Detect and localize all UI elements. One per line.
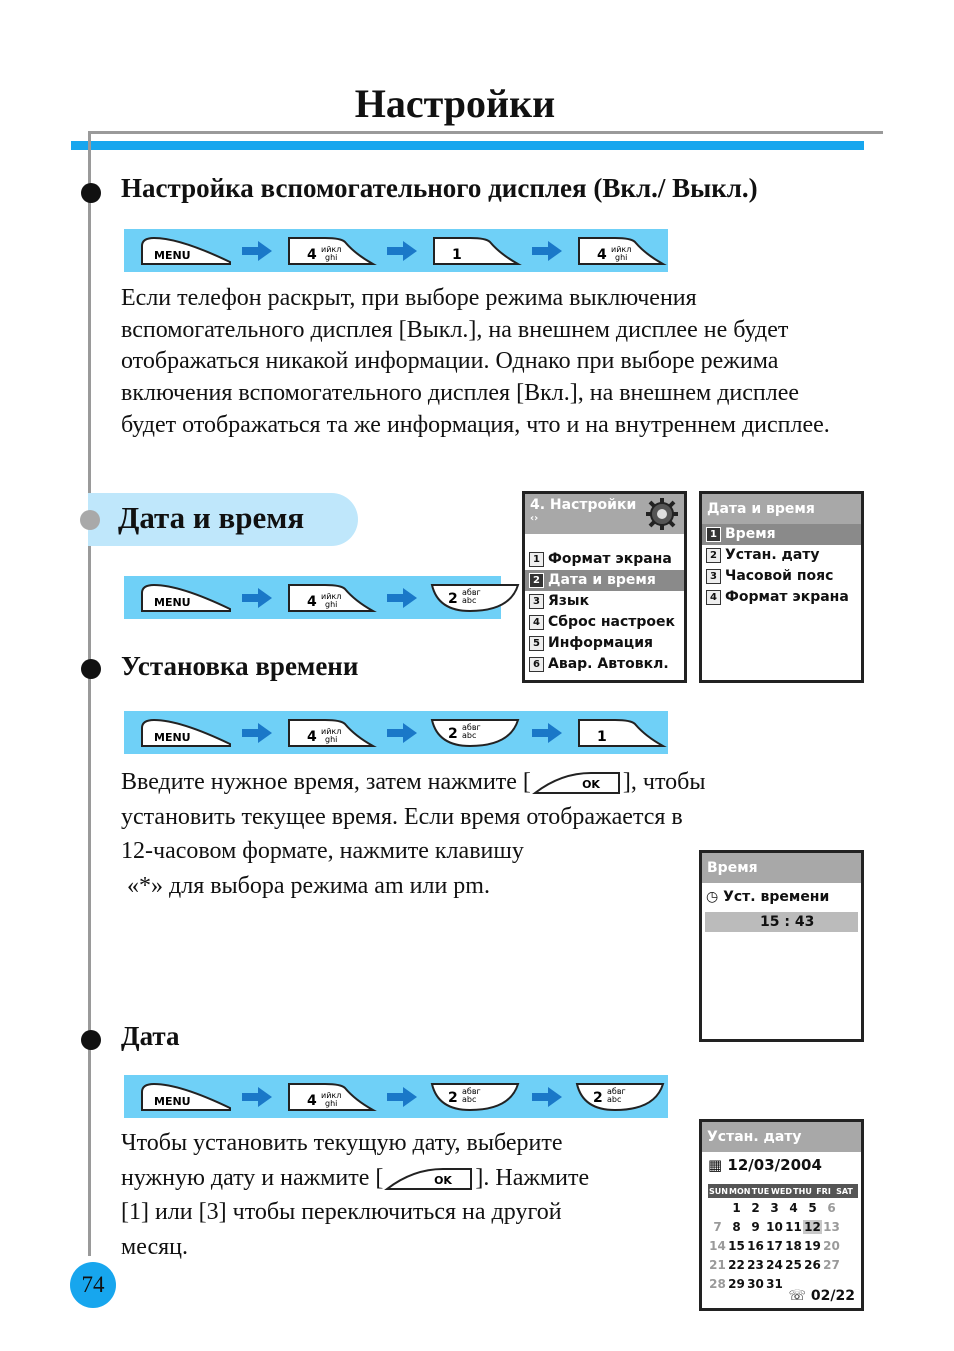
screen-title: 4. Настройки <box>530 497 637 513</box>
aux-display-text: Если телефон раскрыт, при выборе режима выключения вспомогательного дисплея [Выкл.], на внешнем дисплее не будет отображаться никакой информации. Однако при выборе режима включения вспомогательного дисплея [Вкл.], на внешнем дисплее будет отображаться та же информация, что и на внутреннем дисплее. <box>121 285 830 438</box>
arrow-right-icon <box>387 1087 417 1107</box>
set-time-text-line: установить текущее время. Если время отображается в <box>121 803 683 830</box>
key-sub-label: abc <box>462 596 477 605</box>
calendar-day[interactable]: 5 <box>808 1200 817 1215</box>
menu-item-label: Сброс настроек <box>548 614 676 630</box>
section-bullet <box>81 659 101 679</box>
title-rule-gray <box>88 131 883 134</box>
key-sub-label: абвг <box>462 723 481 732</box>
arrow-right-icon <box>242 1087 272 1107</box>
menu-item-label: Язык <box>548 593 590 609</box>
key-sequence-date-time <box>124 576 501 619</box>
calendar-day[interactable]: 18 <box>785 1238 802 1253</box>
key-main-label: 2 <box>448 726 458 742</box>
page-title: Настройки <box>354 81 556 126</box>
calendar-day[interactable]: 31 <box>766 1276 783 1291</box>
menu-item-label: Дата и время <box>548 572 656 588</box>
date-row <box>702 1152 861 1174</box>
key-main-label: 2 <box>448 591 458 607</box>
calendar-day[interactable]: 2 <box>751 1200 760 1215</box>
time-label: Уст. времени <box>723 889 830 905</box>
calendar-day[interactable]: 11 <box>785 1219 802 1234</box>
ok-key-label: OK <box>581 778 600 792</box>
calendar-day[interactable]: 16 <box>747 1238 764 1253</box>
menu-item-number: 6 <box>529 657 544 672</box>
calendar-day[interactable]: 26 <box>804 1257 821 1272</box>
key-sub-label: абвг <box>462 588 481 597</box>
title-rule-blue <box>71 141 864 150</box>
screen-title: Время <box>702 853 861 883</box>
calendar-weekday: WED <box>771 1186 792 1196</box>
menu-item-label: Авар. Автовкл. <box>548 656 669 672</box>
calendar-day[interactable]: 13 <box>823 1219 840 1234</box>
key-sub-label: ghi <box>325 600 338 609</box>
clock-icon: ◷ <box>706 889 719 905</box>
key-main-label: 2 <box>593 1090 603 1106</box>
screen-subtitle: ‹› <box>530 513 539 524</box>
calendar-weekday: TUE <box>751 1186 770 1196</box>
calendar-day[interactable]: 29 <box>728 1276 745 1291</box>
key-sub-label: абвг <box>607 1087 626 1096</box>
key-main-label: MENU <box>154 1095 191 1108</box>
key-4-icon <box>285 234 377 268</box>
ok-key-icon <box>383 1165 475 1193</box>
key-1-icon <box>575 716 667 750</box>
menu-item-label: Часовой пояс <box>725 568 834 584</box>
menu-item-number: 3 <box>706 569 721 584</box>
key-sub-label: ийкл <box>321 1091 342 1100</box>
calendar-day[interactable]: 1 <box>732 1200 741 1215</box>
menu-item-number: 3 <box>529 594 544 609</box>
calendar-day[interactable]: 8 <box>732 1219 741 1234</box>
menu-item-number: 2 <box>706 548 721 563</box>
gear-icon <box>645 497 679 531</box>
key-sub-label: ghi <box>325 1099 338 1108</box>
key-sub-label: ghi <box>615 253 628 262</box>
menu-item[interactable] <box>525 549 684 570</box>
arrow-right-icon <box>242 241 272 261</box>
menu-item[interactable] <box>525 654 684 675</box>
key-2-icon <box>430 1080 522 1114</box>
section-bullet <box>81 183 101 203</box>
calendar-icon: ▦ <box>708 1156 723 1174</box>
menu-item[interactable] <box>702 545 861 566</box>
key-menu-icon <box>140 234 232 268</box>
key-sequence-date <box>124 1075 668 1118</box>
key-main-label: 1 <box>452 247 462 263</box>
calendar-weekdays <box>708 1184 858 1198</box>
calendar-day[interactable]: 15 <box>728 1238 745 1253</box>
menu-item-number: 4 <box>706 590 721 605</box>
key-2-icon <box>575 1080 667 1114</box>
key-main-label: 4 <box>307 1093 317 1109</box>
menu-item[interactable] <box>525 633 684 654</box>
key-sub-label: abc <box>607 1095 622 1104</box>
arrow-right-icon <box>532 1087 562 1107</box>
menu-item-number: 2 <box>529 573 544 588</box>
arrow-right-icon <box>532 723 562 743</box>
aux-display-heading: Настройка вспомогательного дисплея (Вкл./ Выкл.) <box>121 173 758 203</box>
date-text-part: нужную дату и нажмите [ <box>121 1164 384 1191</box>
ok-key-icon <box>531 769 623 797</box>
calendar-weekday: FRI <box>816 1186 831 1196</box>
screen-set-date <box>699 1119 864 1311</box>
time-label-row <box>702 887 861 908</box>
page-number: 74 <box>70 1262 116 1308</box>
key-main-label: MENU <box>154 731 191 744</box>
screen-title: Дата и время <box>702 494 861 524</box>
calendar-week <box>708 1198 858 1217</box>
margin-line <box>88 131 91 1256</box>
menu-item-number: 4 <box>529 615 544 630</box>
calendar-week <box>708 1255 858 1274</box>
key-sub-label: ийкл <box>321 592 342 601</box>
date-heading: Дата <box>121 1021 180 1051</box>
key-4-icon <box>285 1080 377 1114</box>
time-value-field[interactable]: 15 : 43 <box>705 912 858 932</box>
calendar-day[interactable]: 6 <box>827 1200 836 1215</box>
arrow-right-icon <box>242 723 272 743</box>
key-4-icon <box>285 716 377 750</box>
calendar-weekday: SUN <box>709 1186 728 1196</box>
arrow-right-icon <box>532 241 562 261</box>
key-main-label: 4 <box>307 729 317 745</box>
key-sub-label: ийкл <box>321 727 342 736</box>
arrow-right-icon <box>387 241 417 261</box>
set-time-text-line: 12-часовом формате, нажмите клавишу <box>121 838 524 864</box>
screen-time <box>699 850 864 1042</box>
calendar-day[interactable]: 22 <box>728 1257 745 1272</box>
menu-item-label: Информация <box>548 635 653 651</box>
ok-key-label: OK <box>434 1173 453 1187</box>
calendar-day[interactable]: 21 <box>709 1257 726 1272</box>
phone-icon: ☏ <box>788 1288 807 1304</box>
key-sub-label: ghi <box>325 253 338 262</box>
set-time-text-part: Введите нужное время, затем нажмите [ <box>121 769 531 795</box>
date-text-line: месяц. <box>121 1233 188 1260</box>
calendar-grid <box>708 1184 858 1293</box>
key-menu-icon <box>140 716 232 750</box>
calendar-day[interactable]: 25 <box>785 1257 802 1272</box>
menu-item-label: Устан. дату <box>725 547 820 563</box>
menu-item-label: Формат экрана <box>548 551 672 567</box>
menu-item[interactable] <box>525 612 684 633</box>
calendar-day[interactable]: 27 <box>823 1257 840 1272</box>
set-time-text-line: «*» для выбора режима am или pm. <box>127 872 490 899</box>
key-main-label: 4 <box>307 247 317 263</box>
set-time-text-part: ], чтобы <box>622 769 706 795</box>
key-sub-label: ghi <box>325 735 338 744</box>
key-sequence-aux-display <box>124 229 668 272</box>
date-value: 12/03/2004 <box>727 1156 822 1174</box>
key-1-icon <box>430 234 522 268</box>
menu-item[interactable] <box>525 570 684 591</box>
arrow-right-icon <box>387 588 417 608</box>
date-text-part: ]. Нажмите <box>475 1164 590 1191</box>
set-time-heading: Установка времени <box>121 651 359 681</box>
key-4-icon <box>285 581 377 615</box>
key-sub-label: abc <box>462 1095 477 1104</box>
calendar-day[interactable]: 12 <box>804 1219 821 1234</box>
date-time-menu-list <box>702 524 861 608</box>
calendar-day[interactable]: 10 <box>766 1219 783 1234</box>
calendar-weekday: THU <box>793 1186 812 1196</box>
screen-title: Устан. дату <box>702 1122 861 1152</box>
menu-item-number: 1 <box>706 527 721 542</box>
menu-item[interactable] <box>702 587 861 608</box>
calendar-day[interactable]: 4 <box>789 1200 798 1215</box>
calendar-day[interactable]: 9 <box>751 1219 760 1234</box>
menu-item-number: 1 <box>529 552 544 567</box>
key-main-label: 4 <box>307 594 317 610</box>
calendar-day[interactable]: 24 <box>766 1257 783 1272</box>
settings-menu-list <box>525 549 684 675</box>
screen-settings-menu <box>522 491 687 683</box>
key-2-icon <box>430 581 522 615</box>
calendar-week <box>708 1236 858 1255</box>
calendar-day[interactable]: 17 <box>766 1238 783 1253</box>
calendar-weekday: MON <box>729 1186 751 1196</box>
key-main-label: 2 <box>448 1090 458 1106</box>
calendar-week <box>708 1217 858 1236</box>
calendar-day[interactable]: 20 <box>823 1238 840 1253</box>
key-sub-label: абвг <box>462 1087 481 1096</box>
menu-item[interactable] <box>525 591 684 612</box>
date-time-heading: Дата и время <box>118 500 305 535</box>
key-menu-icon <box>140 581 232 615</box>
section-bullet <box>81 1030 101 1050</box>
menu-item[interactable] <box>702 566 861 587</box>
key-main-label: 4 <box>597 247 607 263</box>
menu-item[interactable] <box>702 524 861 545</box>
calendar-day[interactable]: 14 <box>709 1238 726 1253</box>
key-sequence-set-time <box>124 711 668 754</box>
date-text-line: Чтобы установить текущую дату, выберите <box>121 1130 563 1156</box>
calendar-day[interactable]: 30 <box>747 1276 764 1291</box>
key-4-icon <box>575 234 667 268</box>
key-sub-label: ийкл <box>321 245 342 254</box>
section-bullet <box>80 510 100 530</box>
key-menu-icon <box>140 1080 232 1114</box>
key-2-icon <box>430 716 522 750</box>
calendar-day[interactable]: 19 <box>804 1238 821 1253</box>
menu-item-label: Формат экрана <box>725 589 849 605</box>
footer-counter: 02/22 <box>810 1288 855 1304</box>
calendar-day[interactable]: 28 <box>709 1276 726 1291</box>
screen-date-time-menu <box>699 491 864 683</box>
date-footer <box>789 1288 855 1304</box>
key-main-label: MENU <box>154 596 191 609</box>
menu-item-number: 5 <box>529 636 544 651</box>
arrow-right-icon <box>242 588 272 608</box>
calendar-day[interactable]: 7 <box>713 1219 722 1234</box>
arrow-right-icon <box>387 723 417 743</box>
calendar-day[interactable]: 3 <box>770 1200 779 1215</box>
screen-header <box>525 494 684 534</box>
key-sub-label: abc <box>462 731 477 740</box>
calendar-weekday: SAT <box>836 1186 853 1196</box>
date-text <box>121 1126 681 1264</box>
calendar-day[interactable]: 23 <box>747 1257 764 1272</box>
date-text-line: [1] или [3] чтобы переключиться на другой <box>121 1199 562 1225</box>
key-sub-label: ийкл <box>611 245 632 254</box>
menu-item-label: Время <box>725 526 776 542</box>
key-main-label: MENU <box>154 249 191 262</box>
key-main-label: 1 <box>597 729 607 745</box>
